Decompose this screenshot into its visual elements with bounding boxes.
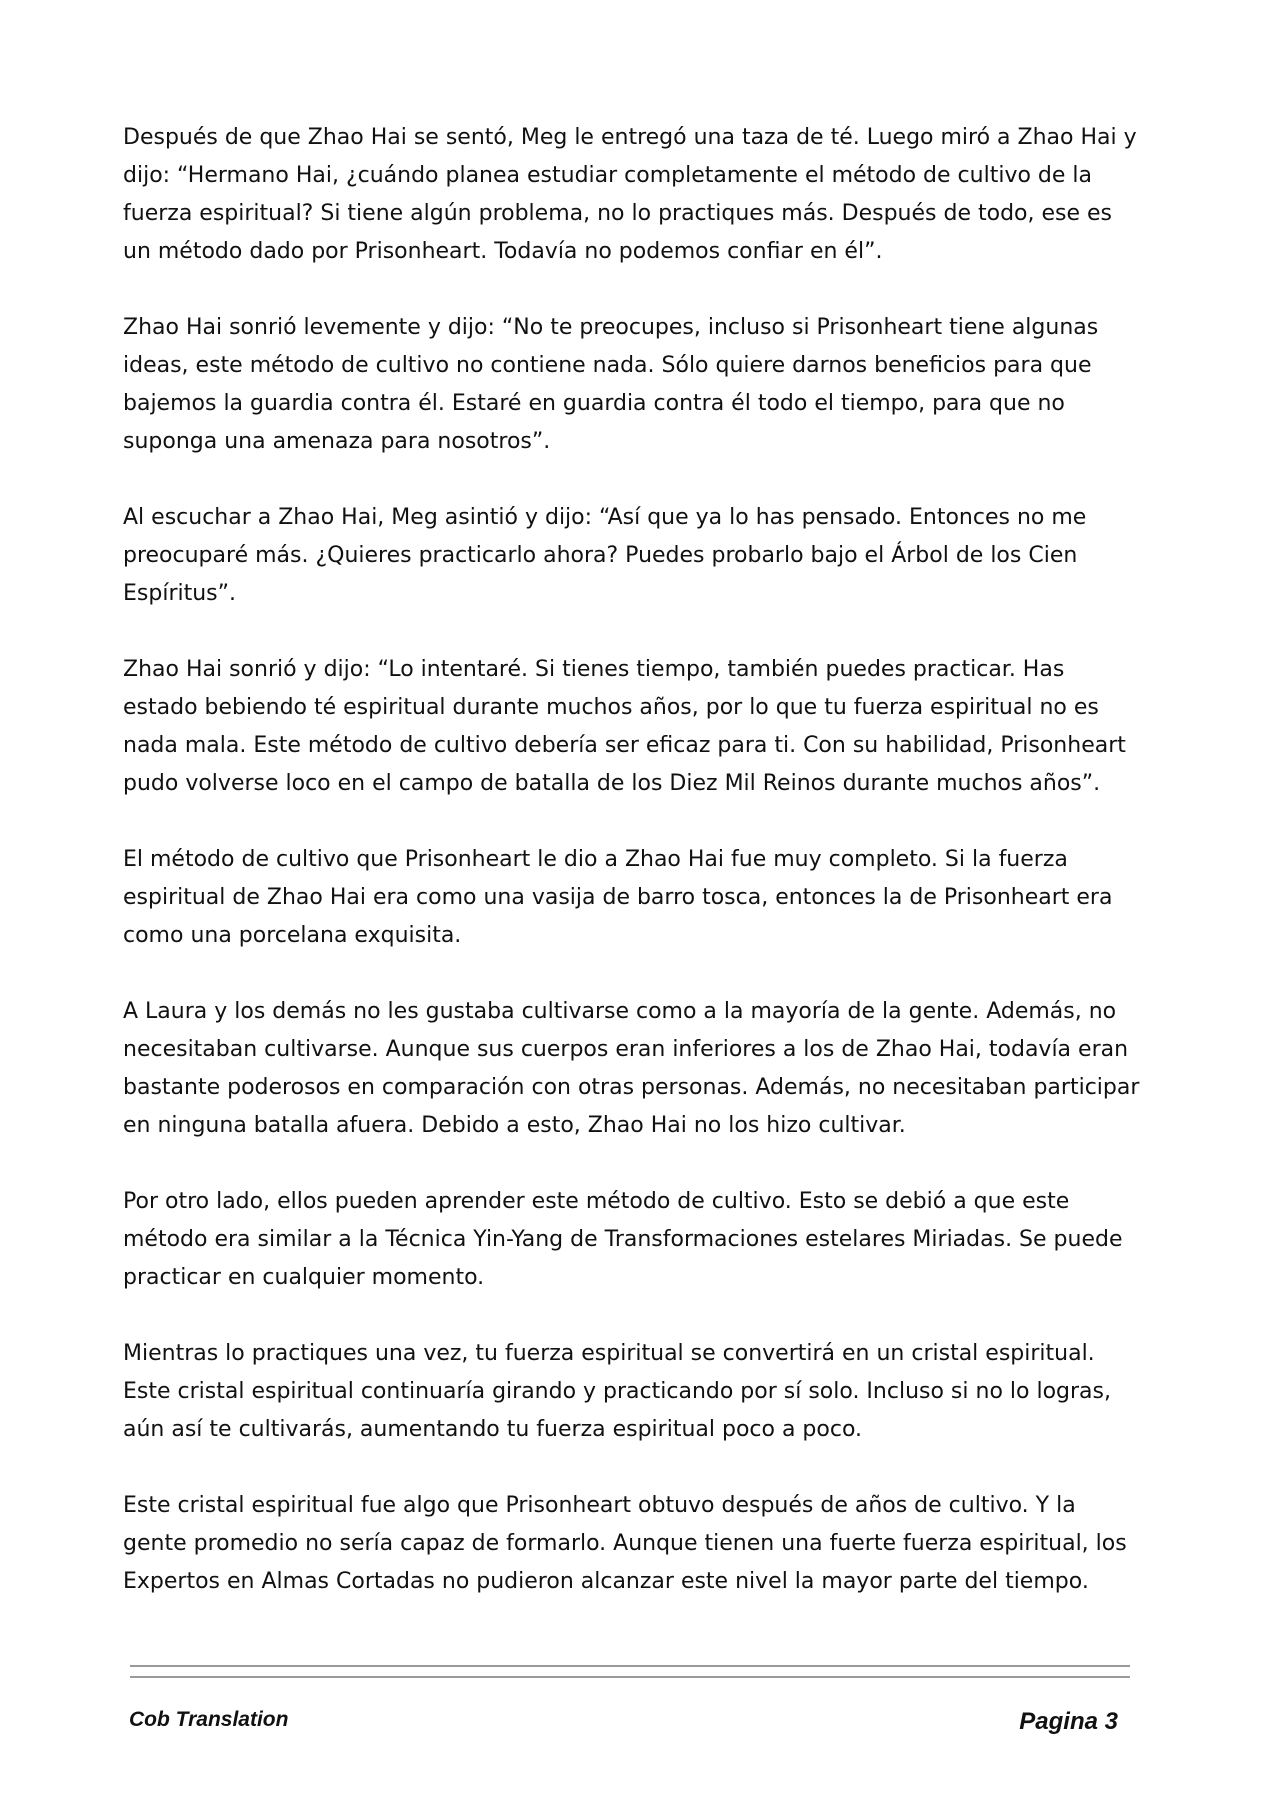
paragraph: Mientras lo practiques una vez, tu fuerza espiritual se convertirá en un cristal espiritual. Este cristal espiritual continuaría girando y practicando por sí solo. Incluso si no lo logras, aún así te cultivarás, aumentando tu fuerza espiritual poco a poco. bbox=[123, 1341, 1111, 1442]
body-text bbox=[123, 119, 1143, 1639]
paragraph: Este cristal espiritual fue algo que Prisonheart obtuvo después de años de cultivo. Y la gente promedio no sería capaz de formarlo. Aunque tienen una fuerte fuerza espiritual, los Expertos en Almas Cortadas no pudieron alcanzar este nivel la mayor parte del tiempo. bbox=[123, 1493, 1127, 1594]
paragraph: Al escuchar a Zhao Hai, Meg asintió y dijo: “Así que ya lo has pensado. Entonces no me preocuparé más. ¿Quieres practicarlo ahora? Puedes probarlo bajo el Árbol de los Cien Espíritus”. bbox=[123, 505, 1087, 606]
paragraph: Por otro lado, ellos pueden aprender este método de cultivo. Esto se debió a que este método era similar a la Técnica Yin-Yang de Transformaciones estelares Miriadas. Se puede practicar en cualquier momento. bbox=[123, 1189, 1123, 1290]
paragraph: A Laura y los demás no les gustaba cultivarse como a la mayoría de la gente. Además, no necesitaban cultivarse. Aunque sus cuerpos eran inferiores a los de Zhao Hai, todavía eran bastante poderosos en comparación con otras personas. Además, no necesitaban participar en ninguna batalla afuera. Debido a esto, Zhao Hai no los hizo cultivar. bbox=[123, 999, 1140, 1138]
footer-divider-top bbox=[130, 1665, 1130, 1667]
footer-page-number: Pagina 3 bbox=[1019, 1708, 1118, 1735]
paragraph: Zhao Hai sonrió y dijo: “Lo intentaré. Si tienes tiempo, también puedes practicar. Has estado bebiendo té espiritual durante muchos años, por lo que tu fuerza espiritual no es nada mala. Este método de cultivo debería ser eficaz para ti. Con su habilidad, Prisonheart pudo volverse loco en el campo de batalla de los Diez Mil Reinos durante muchos años”. bbox=[123, 657, 1126, 796]
paragraph: Después de que Zhao Hai se sentó, Meg le entregó una taza de té. Luego miró a Zhao Hai y dijo: “Hermano Hai, ¿cuándo planea estudiar completamente el método de cultivo de la fuerza espiritual? Si tiene algún problema, no lo practiques más. Después de todo, ese es un método dado por Prisonheart. Todavía no podemos confiar en él”. bbox=[123, 125, 1137, 264]
footer-translator-credit: Cob Translation bbox=[129, 1708, 289, 1731]
paragraph: Zhao Hai sonrió levemente y dijo: “No te preocupes, incluso si Prisonheart tiene algunas ideas, este método de cultivo no contiene nada. Sólo quiere darnos beneficios para que bajemos la guardia contra él. Estaré en guardia contra él todo el tiempo, para que no suponga una amenaza para nosotros”. bbox=[123, 315, 1099, 454]
footer-divider-bottom bbox=[130, 1676, 1130, 1678]
paragraph: El método de cultivo que Prisonheart le dio a Zhao Hai fue muy completo. Si la fuerza espiritual de Zhao Hai era como una vasija de barro tosca, entonces la de Prisonheart era como una porcelana exquisita. bbox=[123, 847, 1113, 948]
